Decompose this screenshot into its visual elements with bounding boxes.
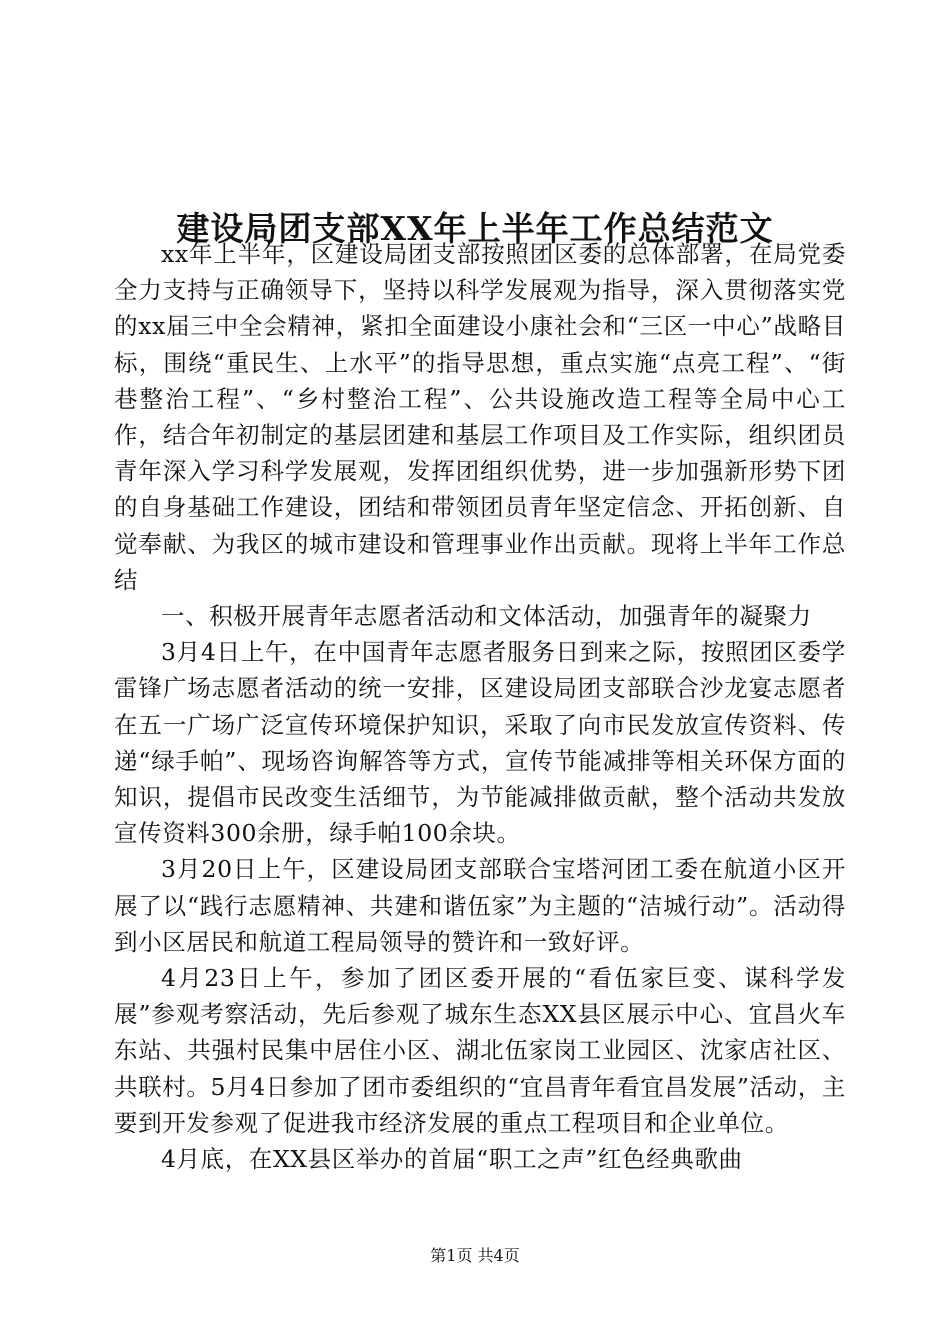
paragraph-march-20: 3月20日上午，区建设局团支部联合宝塔河团工委在航道小区开展了以“践行志愿精神、共建和谐伍家”为主题的“洁城行动”。活动得到小区居民和航道工程局领导的赞许和一致好评。 bbox=[114, 855, 846, 956]
paragraph-april-23: 4月23日上午，参加了团区委开展的“看伍家巨变、谋科学发展”参观考察活动，先后参观了城东生态XX县区展示中心、宜昌火车东站、共强村民集中居住小区、湖北伍家岗工业园区、沈家店社区、共联村。5月4日参加了团市委组织的“宜昌青年看宜昌发展”活动，主要到开发参观了促进我市经济发展的重点工程项目和企业单位。 bbox=[114, 964, 846, 1137]
paragraph-intro: xx年上半年，区建设局团支部按照团区委的总体部署，在局党委全力支持与正确领导下，坚持以科学发展观为指导，深入贯彻落实党的xx届三中全会精神，紧扣全面建设小康社会和“三区一中心”战略目标，围绕“重民生、上水平”的指导思想，重点实施“点亮工程”、“街巷整治工程”、“乡村整治工程”、公共设施改造工程等全局中心工作，结合年初制定的基层团建和基层工作项目及工作实际，组织团员青年深入学习科学发展观，发挥团组织优势，进一步加强新形势下团的自身基础工作建设，团结和带领团员青年坚定信念、开拓创新、自觉奉献、为我区的城市建设和管理事业作出贡献。现将上半年工作总结 bbox=[114, 240, 846, 594]
page-number-footer: 第1页 共4页 bbox=[430, 1246, 520, 1265]
section-heading-1: 一、积极开展青年志愿者活动和文体活动，加强青年的凝聚力 bbox=[161, 602, 812, 631]
paragraph-april-end: 4月底，在XX县区举办的首届“职工之声”红色经典歌曲 bbox=[161, 1145, 743, 1174]
paragraph-march-4: 3月4日上午，在中国青年志愿者服务日到来之际，按照团区委学雷锋广场志愿者活动的统一安排，区建设局团支部联合沙龙宴志愿者在五一广场广泛宣传环境保护知识，采取了向市民发放宣传资料、传递“绿手帕”、现场咨询解答等方式，宣传节能减排等相关环保方面的知识，提倡市民改变生活细节，为节能减排做贡献，整个活动共发放宣传资料300余册，绿手帕100余块。 bbox=[114, 638, 846, 848]
document-body bbox=[114, 236, 846, 1177]
document-title: 建设局团支部XX年上半年工作总结范文 bbox=[176, 209, 774, 249]
